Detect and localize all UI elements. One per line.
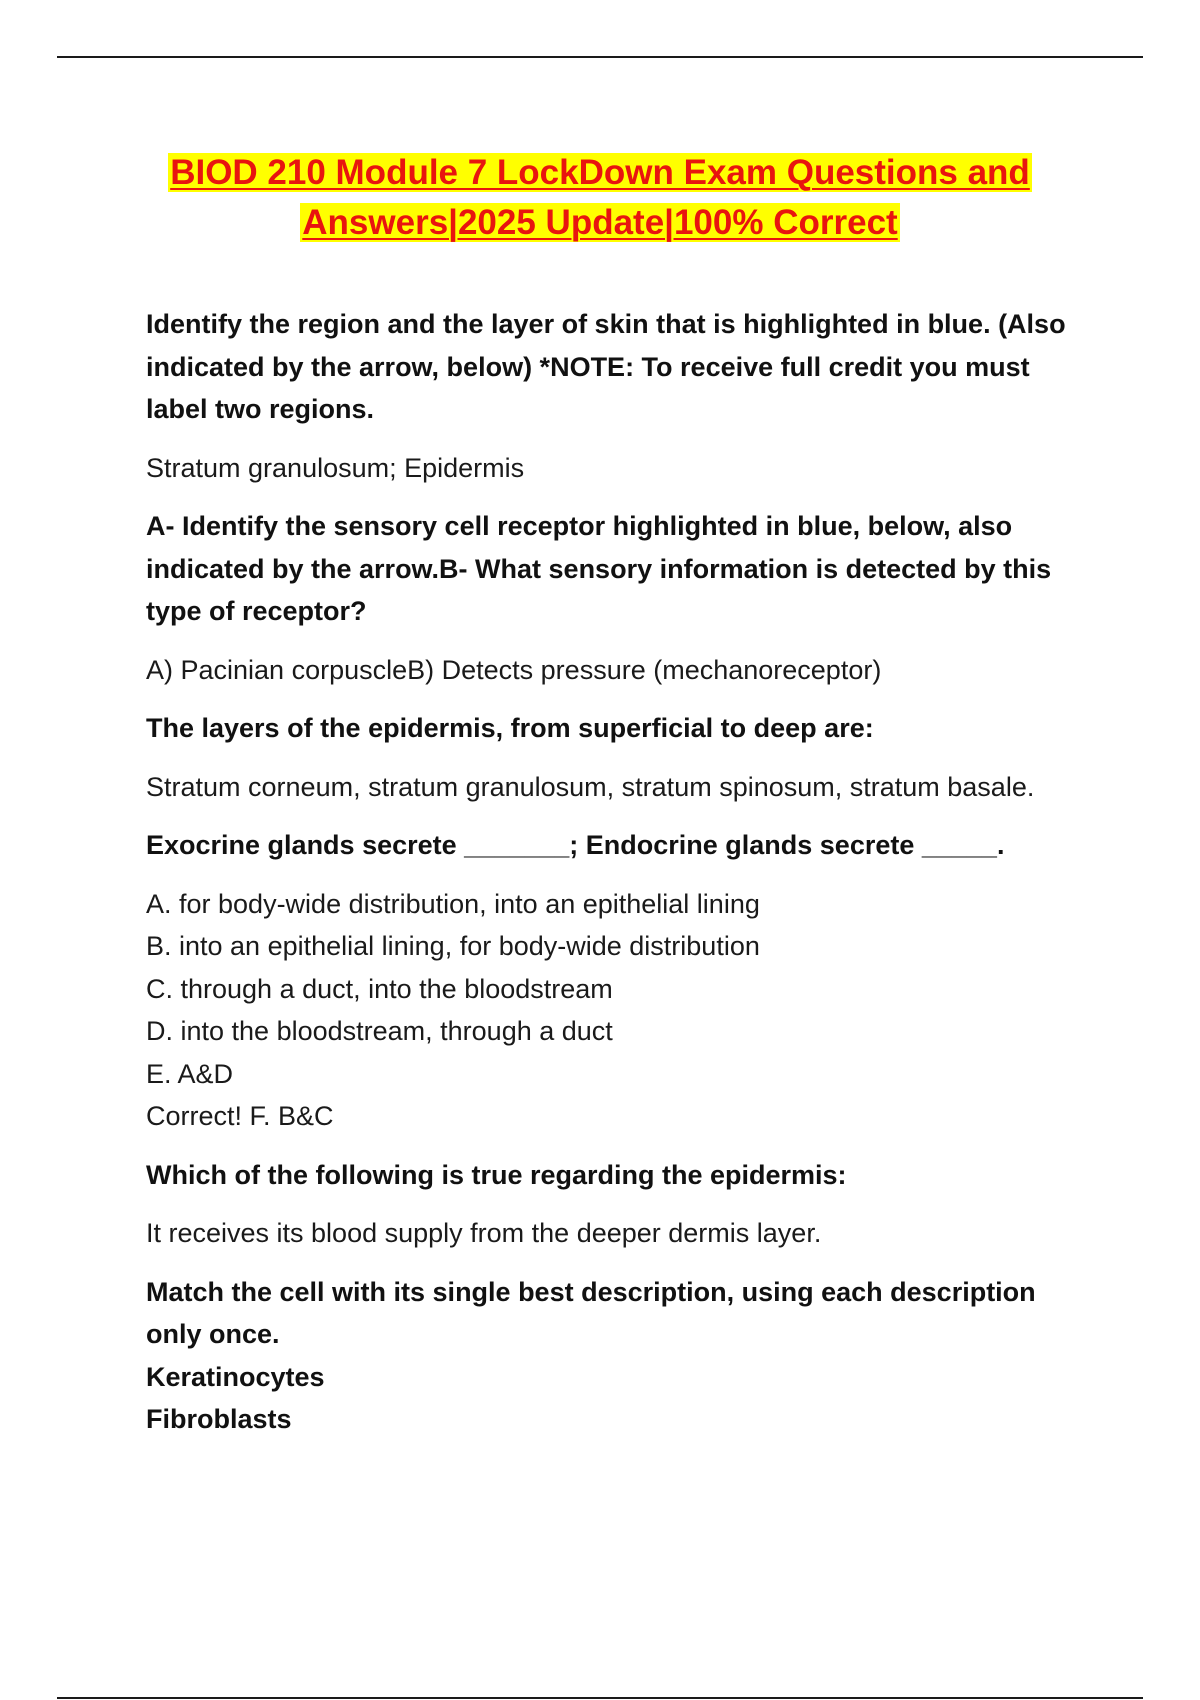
option-a: A. for body-wide distribution, into an epithelial lining [146, 888, 760, 919]
title-line-1: BIOD 210 Module 7 LockDown Exam Questions and [170, 153, 1030, 192]
option-b: B. into an epithelial lining, for body-wide distribution [146, 931, 760, 961]
question-2: A- Identify the sensory cell receptor highlighted in blue, below, also indicated by the arrow.B- What sensory information is detected by this type of receptor? [146, 511, 1052, 626]
document-title [60, 148, 1140, 248]
question-3: The layers of the epidermis, from superficial to deep are: [146, 713, 874, 743]
answer-5: It receives its blood supply from the deeper dermis layer. [146, 1218, 822, 1248]
match-item-keratinocytes: Keratinocytes [146, 1361, 325, 1392]
options-list [146, 883, 1066, 1138]
answer-3: Stratum corneum, stratum granulosum, stratum spinosum, stratum basale. [146, 771, 1035, 802]
document-body [146, 303, 1066, 1441]
option-e: E. A&D [146, 1058, 234, 1089]
match-item-fibroblasts: Fibroblasts [146, 1404, 292, 1434]
bottom-rule [57, 1697, 1143, 1699]
question-5: Which of the following is true regarding the epidermis: [146, 1159, 847, 1190]
answer-2: A) Pacinian corpuscleB) Detects pressure (mechanoreceptor) [146, 654, 882, 685]
option-f-correct: Correct! F. B&C [146, 1101, 334, 1131]
question-6: Match the cell with its single best description, using each description only once. [146, 1276, 1036, 1349]
answer-1: Stratum granulosum; Epidermis [146, 452, 525, 483]
question-4: Exocrine glands secrete _______; Endocrine glands secrete _____. [146, 830, 1005, 860]
title-line-2: Answers|2025 Update|100% Correct [302, 203, 898, 242]
question-1: Identify the region and the layer of skin that is highlighted in blue. (Also indicated by the arrow, below) *NOTE: To receive full credit you must label two regions. [146, 309, 1066, 424]
option-d: D. into the bloodstream, through a duct [146, 1016, 613, 1046]
top-rule [57, 56, 1143, 58]
option-c: C. through a duct, into the bloodstream [146, 973, 613, 1004]
